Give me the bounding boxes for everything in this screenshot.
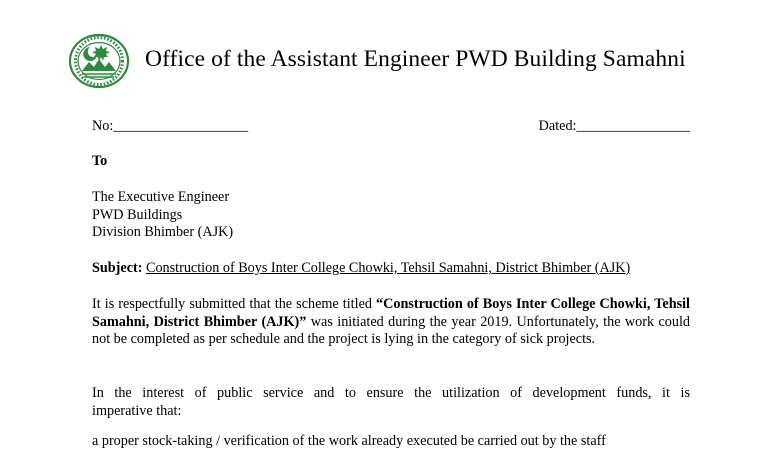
subject-text: Construction of Boys Inter College Chowki, Tehsil Samahni, District Bhimber (AJK) bbox=[146, 260, 631, 276]
address-line: The Executive Engineer bbox=[92, 189, 230, 205]
paragraph-intro-end: was initiated during the year 2019. Unfortunately, the work could not be completed as per schedule and the project is lying in the category of sick projects. bbox=[92, 313, 691, 348]
paragraph-line: In the interest of public service and to ensure the utilization of development funds, it is bbox=[92, 385, 690, 401]
paragraph-line: imperative that: bbox=[92, 402, 182, 419]
letterhead bbox=[68, 33, 748, 89]
subject-label: Subject: bbox=[92, 260, 143, 276]
subject-line bbox=[92, 260, 630, 278]
recipient-address bbox=[92, 189, 233, 242]
paragraph-intro-start: It is respectfully submitted that the scheme titled bbox=[92, 296, 377, 312]
paragraph-intro bbox=[92, 296, 690, 349]
reference-date: Dated:________________ bbox=[538, 118, 690, 134]
paragraph-public-service bbox=[92, 385, 690, 420]
address-line: PWD Buildings bbox=[92, 206, 183, 223]
reference-row bbox=[92, 118, 690, 136]
address-line: Division Bhimber (AJK) bbox=[92, 224, 234, 241]
office-title: Office of the Assistant Engineer PWD Building Samahni bbox=[145, 46, 686, 72]
paragraph-partial: a proper stock-taking / verification of the work already executed be carried out by the staff bbox=[92, 433, 606, 449]
government-seal-icon bbox=[68, 33, 130, 89]
to-label: To bbox=[92, 153, 108, 169]
paragraph-intro-scheme-title: “Construction of Boys Inter College Chowki, Tehsil Samahni, District Bhimber (AJK)” bbox=[92, 296, 690, 330]
reference-number: No:___________________ bbox=[92, 118, 249, 134]
